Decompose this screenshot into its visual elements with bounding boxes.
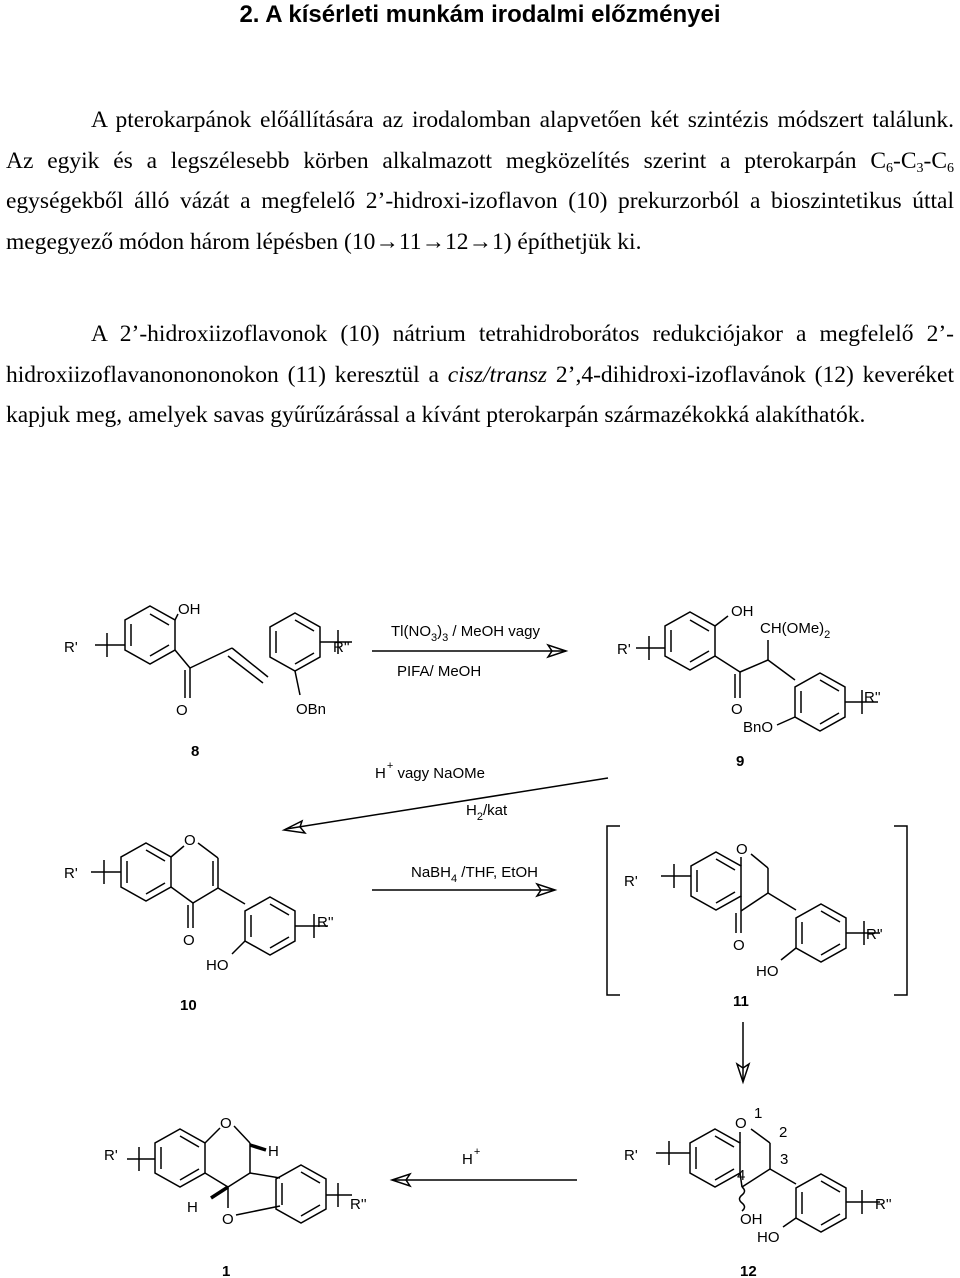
compound-12	[624, 1105, 892, 1278]
formula-sub: 3	[916, 160, 924, 176]
compound-number-11: 11	[733, 993, 749, 1010]
r1-label: R'	[64, 639, 78, 656]
o-label: O	[735, 1115, 747, 1132]
reagent-thallium: $Tl(NO_3)_3$ / MeOH vagy	[391, 623, 540, 644]
compound-8	[64, 601, 352, 760]
ho-label: HO	[206, 957, 229, 974]
paragraph-1-text-b: egységekből álló vázát a megfelelő 2’-hidroxi-izoflavon (10) prekurzorból a bioszintetikus úttal megegyező módon három lépésben (10→11→12→1) építhetjük ki.	[6, 188, 954, 255]
compound-number-10: 10	[180, 997, 197, 1014]
paragraph-2-italic: cisz/transz	[447, 361, 548, 388]
reaction-step-1	[372, 623, 566, 680]
paragraph-1-text-a: A pterokarpánok előállítására az irodalomban alapvetően két szintézis módszert találunk. Az egyik és a legszélesebb körben alkalmazott megközelítés szerint a pterokarpán	[6, 107, 954, 174]
ring-position-4: 4	[737, 1167, 746, 1184]
o-label: O	[184, 832, 196, 849]
o-label: O	[733, 937, 745, 954]
o-label: O	[220, 1115, 232, 1132]
oh-label: OH	[740, 1211, 763, 1228]
page-title: 2. A kísérleti munkám irodalmi előzményei	[239, 1, 721, 28]
reaction-step-5	[392, 1146, 577, 1186]
r1-label: R'	[104, 1147, 118, 1164]
compound-9	[617, 603, 881, 770]
r1-label: R'	[624, 1147, 638, 1164]
formula-c: -C	[923, 147, 947, 174]
ch-ome2-label: $CH(OMe)_2$	[760, 620, 831, 641]
h-label: H	[187, 1199, 198, 1216]
paragraph-1	[6, 100, 954, 262]
ho-label: HO	[756, 963, 779, 980]
reagent-acid: H+	[462, 1146, 481, 1168]
compound-1	[104, 1115, 367, 1278]
ring-position-2: 2	[779, 1124, 788, 1141]
oh-label: OH	[731, 603, 754, 620]
compound-10	[64, 832, 334, 1014]
r2-label: R''	[866, 926, 883, 943]
reaction-step-2	[284, 760, 608, 833]
r2-label: R''	[864, 689, 881, 706]
reagent-nabh4: NaBH$_4$ /THF, EtOH	[411, 864, 538, 885]
compound-11	[607, 826, 907, 1010]
reagent-pifa: PIFA/ MeOH	[397, 663, 482, 680]
oh-label: OH	[178, 601, 201, 618]
obn-label: OBn	[296, 701, 327, 718]
paragraph-2	[6, 314, 954, 436]
o-label: O	[183, 932, 195, 949]
r1-label: R'	[64, 865, 78, 882]
ring-position-1: 1	[754, 1105, 763, 1122]
reaction-step-3	[372, 864, 555, 896]
formula-sub: 6	[886, 160, 893, 176]
reagent-h2-cat: $H_2$/kat	[466, 802, 508, 823]
r2-label: R''	[875, 1196, 892, 1213]
ho-label: HO	[757, 1229, 780, 1246]
o-label: O	[176, 702, 188, 719]
r2-label: R''	[350, 1196, 367, 1213]
h-label: H	[268, 1143, 279, 1160]
compound-number-8: 8	[191, 743, 200, 760]
r1-label: R'	[617, 641, 631, 658]
reaction-step-4	[737, 1022, 749, 1082]
compound-number-12: 12	[740, 1263, 757, 1278]
compound-number-9: 9	[736, 753, 745, 770]
r2-label: R''	[333, 639, 350, 656]
paragraph-2-text-a: A 2’-hidroxiizoflavonok (10) nátrium tetrahidroborátos redukciójakor a megfelelő 2’-hidroxiizoflavanonononokon (11) keresztül a	[6, 321, 954, 388]
o-label: O	[731, 701, 743, 718]
o-label: O	[222, 1211, 234, 1228]
reagent-acid-base: H+ vagy NaOMe	[375, 760, 485, 782]
r2-label: R''	[317, 914, 334, 931]
formula-c: -C	[893, 147, 917, 174]
compound-number-1: 1	[222, 1263, 231, 1278]
o-label: O	[736, 841, 748, 858]
r1-label: R'	[624, 873, 638, 890]
bno-label: BnO	[743, 719, 774, 736]
paragraph-2-text-b: 2’,4-dihidroxi-izoflavánok (12) keveréket kapjuk meg, amelyek savas gyűrűzárással a kívánt pterokarpán származékokká alakíthatók.	[6, 361, 954, 428]
formula-c: C	[870, 147, 886, 174]
reaction-scheme	[0, 560, 960, 1278]
ring-position-3: 3	[780, 1151, 789, 1168]
formula-sub: 6	[947, 160, 954, 176]
